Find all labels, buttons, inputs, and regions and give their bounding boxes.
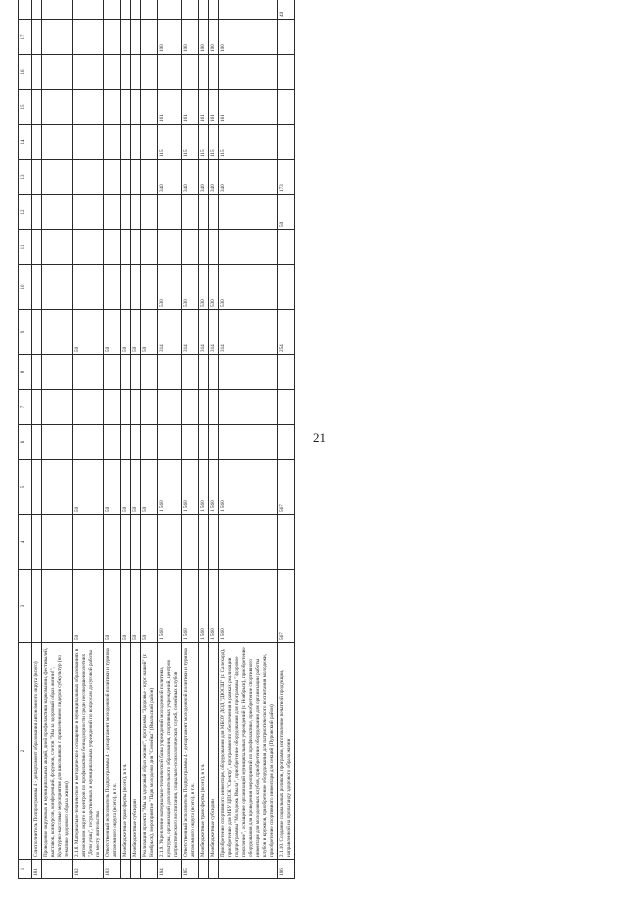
- value-cell: [219, 0, 278, 20]
- value-cell: [131, 55, 141, 90]
- value-cell: [73, 160, 104, 195]
- table-row: [199, 0, 209, 879]
- value-cell: [121, 425, 131, 460]
- value-cell: 100: [158, 20, 182, 55]
- value-cell: [209, 0, 219, 20]
- value-cell: [32, 265, 42, 310]
- value-cell: [104, 355, 121, 390]
- value-cell: [42, 230, 73, 265]
- value-cell: 100: [199, 20, 209, 55]
- budget-table: [18, 0, 295, 879]
- row-description: Приобретение спортивного инвентаря, оборудования для МБОУ ДОД "ДЮСШ" (г. Салехард), приобретение для МБУ ЦПСК "Спектр", программного обеспечения в рамках реализации подпрограммы "Молодежь Ямала", приобретение оборудования для программы "Здоровое поколение", оснащение организаций муниципальных учреждений (г. Ноябрьск), приобретение оборудования для проведения мероприятий по профилактике, приобретение спортивного инвентаря для молодежных клубов, приобретение оборудования для организации работы клубов и кружков, приобретение оборудования для патриотического воспитания молодежи, приобретение спортивного инвентаря для секций (Пуровский район): [219, 643, 278, 860]
- value-cell: 1 560: [209, 460, 219, 515]
- value-cell: 161: [209, 90, 219, 125]
- value-cell: 50: [141, 460, 158, 515]
- value-cell: [42, 310, 73, 355]
- header-cell: 16: [19, 55, 32, 90]
- value-cell: [104, 265, 121, 310]
- table-row: [219, 0, 278, 879]
- value-cell: 340: [182, 160, 199, 195]
- value-cell: [278, 425, 295, 460]
- value-cell: [278, 90, 295, 125]
- value-cell: [141, 20, 158, 55]
- value-cell: [32, 90, 42, 125]
- value-cell: [209, 355, 219, 390]
- table-row: [131, 0, 141, 879]
- row-description: 2.1.8. Материально-техническое и методическое оснащение в муниципальных образованиях в автономном округе и центров по профилактике безнадзорности среди несовершеннолетних "Дети улиц", государственных и муниципальных учреждений по вопросам досуговой работы по месту жительства: [73, 643, 104, 860]
- value-cell: 314: [158, 310, 182, 355]
- value-cell: [199, 425, 209, 460]
- header-cell: 14: [19, 125, 32, 160]
- table-row: [182, 0, 199, 879]
- value-cell: 1 560: [219, 570, 278, 643]
- value-cell: 100: [182, 20, 199, 55]
- row-number: 182: [73, 860, 104, 879]
- value-cell: [141, 90, 158, 125]
- value-cell: [131, 0, 141, 20]
- value-cell: [141, 0, 158, 20]
- value-cell: [278, 515, 295, 570]
- value-cell: [219, 515, 278, 570]
- value-cell: 530: [219, 265, 278, 310]
- row-description: 2.1.9. Укрепление материально-технической базы учреждений молодежной политики, культуры, организаций дополнительного образования, спортивных учреждений, центров патриотического воспитания, социально-психологических служб, семейных клубов: [158, 643, 182, 860]
- value-cell: [121, 125, 131, 160]
- value-cell: [209, 195, 219, 230]
- value-cell: 50: [121, 310, 131, 355]
- value-cell: 340: [209, 160, 219, 195]
- value-cell: [121, 90, 131, 125]
- value-cell: [104, 20, 121, 55]
- value-cell: 1 560: [158, 460, 182, 515]
- value-cell: [131, 425, 141, 460]
- row-description: Соисполнитель Полпрограммы 4 - департамент образования автономного округа (всего): [32, 643, 42, 860]
- table-row: [209, 0, 219, 879]
- row-number: 186: [278, 860, 295, 879]
- value-cell: [104, 0, 121, 20]
- value-cell: [182, 230, 199, 265]
- row-number: [42, 860, 73, 879]
- value-cell: 50: [141, 570, 158, 643]
- value-cell: [182, 355, 199, 390]
- value-cell: [73, 0, 104, 20]
- header-cell: 17: [19, 20, 32, 55]
- value-cell: [32, 515, 42, 570]
- value-cell: [73, 515, 104, 570]
- value-cell: [42, 160, 73, 195]
- value-cell: [104, 390, 121, 425]
- value-cell: [121, 230, 131, 265]
- value-cell: [158, 195, 182, 230]
- value-cell: [121, 195, 131, 230]
- value-cell: [32, 125, 42, 160]
- value-cell: [32, 195, 42, 230]
- value-cell: [219, 230, 278, 265]
- value-cell: [32, 390, 42, 425]
- value-cell: 40: [278, 0, 295, 20]
- table-row: [42, 0, 73, 879]
- header-cell: 5: [19, 460, 32, 515]
- value-cell: 50: [131, 460, 141, 515]
- value-cell: 530: [199, 265, 209, 310]
- row-number: 185: [182, 860, 199, 879]
- value-cell: [219, 355, 278, 390]
- value-cell: [32, 55, 42, 90]
- header-row: [19, 0, 32, 879]
- value-cell: 314: [209, 310, 219, 355]
- value-cell: [199, 355, 209, 390]
- value-cell: [42, 425, 73, 460]
- value-cell: [73, 55, 104, 90]
- value-cell: 161: [199, 90, 209, 125]
- value-cell: [131, 90, 141, 125]
- value-cell: [121, 515, 131, 570]
- value-cell: [141, 515, 158, 570]
- value-cell: 1 560: [182, 460, 199, 515]
- value-cell: [278, 390, 295, 425]
- row-description: Межбюджетные трансферты (всего), в т.ч.: [121, 643, 131, 860]
- table-row: [141, 0, 158, 879]
- value-cell: [182, 55, 199, 90]
- value-cell: [104, 160, 121, 195]
- value-cell: 50: [73, 460, 104, 515]
- value-cell: [131, 265, 141, 310]
- value-cell: [121, 55, 131, 90]
- value-cell: 50: [141, 310, 158, 355]
- value-cell: [42, 125, 73, 160]
- value-cell: [73, 125, 104, 160]
- value-cell: [131, 515, 141, 570]
- value-cell: [131, 125, 141, 160]
- value-cell: 50: [131, 310, 141, 355]
- value-cell: [141, 355, 158, 390]
- value-cell: [42, 355, 73, 390]
- header-cell: 1: [19, 860, 32, 879]
- value-cell: 50: [121, 460, 131, 515]
- value-cell: 50: [73, 570, 104, 643]
- value-cell: [209, 55, 219, 90]
- value-cell: [42, 265, 73, 310]
- value-cell: [73, 230, 104, 265]
- value-cell: [131, 160, 141, 195]
- value-cell: [131, 355, 141, 390]
- value-cell: 1 560: [182, 570, 199, 643]
- value-cell: [104, 425, 121, 460]
- value-cell: [158, 230, 182, 265]
- value-cell: [199, 230, 209, 265]
- header-cell: 9: [19, 310, 32, 355]
- row-description: Межбюджетные субсидии: [131, 643, 141, 860]
- value-cell: [199, 195, 209, 230]
- value-cell: [121, 0, 131, 20]
- value-cell: [158, 0, 182, 20]
- value-cell: [32, 425, 42, 460]
- header-cell: [19, 0, 32, 20]
- value-cell: 1 560: [209, 570, 219, 643]
- value-cell: [73, 265, 104, 310]
- value-cell: 314: [199, 310, 209, 355]
- value-cell: [219, 390, 278, 425]
- value-cell: 100: [219, 20, 278, 55]
- header-cell: 4: [19, 515, 32, 570]
- value-cell: [104, 515, 121, 570]
- value-cell: 50: [278, 195, 295, 230]
- value-cell: [141, 265, 158, 310]
- row-description: 2.1.10. Создание социальных роликов, программ, изготовление печатной продукции, направленной на пропаганду здорового образа жизни: [278, 643, 295, 860]
- value-cell: [42, 390, 73, 425]
- value-cell: 530: [182, 265, 199, 310]
- value-cell: [121, 265, 131, 310]
- value-cell: 340: [219, 160, 278, 195]
- value-cell: 161: [219, 90, 278, 125]
- value-cell: [32, 570, 42, 643]
- value-cell: [278, 355, 295, 390]
- value-cell: [158, 55, 182, 90]
- row-description: Ответственный исполнитель Подпрограммы 4 - департамент молодежной политики и туризма автономного округа (всего), в т.ч.: [104, 643, 121, 860]
- row-description: Межбюджетные субсидии: [209, 643, 219, 860]
- header-cell: 2: [19, 643, 32, 860]
- value-cell: 50: [121, 570, 131, 643]
- value-cell: [278, 55, 295, 90]
- value-cell: 530: [158, 265, 182, 310]
- value-cell: [32, 355, 42, 390]
- value-cell: [182, 0, 199, 20]
- value-cell: [219, 195, 278, 230]
- value-cell: [141, 125, 158, 160]
- value-cell: [209, 515, 219, 570]
- header-cell: 15: [19, 90, 32, 125]
- value-cell: [278, 125, 295, 160]
- value-cell: [42, 515, 73, 570]
- value-cell: 1 560: [199, 570, 209, 643]
- value-cell: [278, 20, 295, 55]
- value-cell: [104, 125, 121, 160]
- value-cell: [121, 355, 131, 390]
- value-cell: 1 560: [158, 570, 182, 643]
- value-cell: [219, 425, 278, 460]
- header-cell: 12: [19, 195, 32, 230]
- value-cell: [131, 230, 141, 265]
- row-number: [131, 860, 141, 879]
- value-cell: [32, 20, 42, 55]
- value-cell: [104, 195, 121, 230]
- header-cell: 13: [19, 160, 32, 195]
- row-description: Реализация проекта "Мы за здоровый образ жизни!", программа "Здоровье - курс нашей" (г. Ноябрьск), мероприятие "Парк молодежи дня "Семейка" (Ямальский район): [141, 643, 158, 860]
- row-number: 184: [158, 860, 182, 879]
- value-cell: 1 560: [199, 460, 209, 515]
- value-cell: 50: [73, 310, 104, 355]
- value-cell: [32, 0, 42, 20]
- table-row: [278, 0, 295, 879]
- table-row: [73, 0, 104, 879]
- value-cell: [121, 390, 131, 425]
- value-cell: [73, 355, 104, 390]
- value-cell: 115: [182, 125, 199, 160]
- value-cell: [73, 390, 104, 425]
- value-cell: [141, 195, 158, 230]
- value-cell: [158, 515, 182, 570]
- value-cell: 314: [219, 310, 278, 355]
- value-cell: [42, 20, 73, 55]
- value-cell: 100: [209, 20, 219, 55]
- value-cell: 340: [158, 160, 182, 195]
- value-cell: [182, 390, 199, 425]
- rotated-table-container: [18, 11, 630, 879]
- value-cell: [73, 90, 104, 125]
- value-cell: 1 560: [219, 460, 278, 515]
- value-cell: [42, 460, 73, 515]
- value-cell: [278, 230, 295, 265]
- value-cell: [73, 20, 104, 55]
- value-cell: [131, 195, 141, 230]
- value-cell: [199, 55, 209, 90]
- value-cell: [158, 355, 182, 390]
- value-cell: [182, 515, 199, 570]
- value-cell: [104, 90, 121, 125]
- value-cell: [278, 265, 295, 310]
- value-cell: 254: [278, 310, 295, 355]
- value-cell: 115: [199, 125, 209, 160]
- row-number: [199, 860, 209, 879]
- value-cell: [158, 390, 182, 425]
- table-row: [104, 0, 121, 879]
- value-cell: [104, 230, 121, 265]
- row-number: [141, 860, 158, 879]
- value-cell: [209, 390, 219, 425]
- value-cell: [42, 55, 73, 90]
- header-cell: 11: [19, 230, 32, 265]
- row-description: Проведение окружных и муниципальных акций, дней профилактики наркомании, фестивалей, выставок, конкурсов, конференций, форумов, слетов "Мы за здоровый образ жизни!", Культурно-массовые мероприятия для школьников с привлечением лидеров субкультур (по тематике здорового образа жизни): [42, 643, 73, 860]
- value-cell: [219, 55, 278, 90]
- value-cell: 161: [182, 90, 199, 125]
- value-cell: [73, 195, 104, 230]
- header-cell: 7: [19, 390, 32, 425]
- value-cell: [209, 230, 219, 265]
- value-cell: [42, 195, 73, 230]
- row-description: Межбюджетные трансферты (всего), в т.ч.: [199, 643, 209, 860]
- value-cell: [209, 425, 219, 460]
- value-cell: 314: [182, 310, 199, 355]
- value-cell: [32, 230, 42, 265]
- value-cell: [32, 460, 42, 515]
- value-cell: 50: [104, 570, 121, 643]
- value-cell: 115: [158, 125, 182, 160]
- value-cell: [182, 425, 199, 460]
- value-cell: [104, 55, 121, 90]
- value-cell: 567: [278, 570, 295, 643]
- value-cell: [141, 55, 158, 90]
- row-number: [219, 860, 278, 879]
- value-cell: 50: [104, 310, 121, 355]
- value-cell: [131, 20, 141, 55]
- value-cell: [141, 390, 158, 425]
- row-number: 183: [104, 860, 121, 879]
- value-cell: [32, 310, 42, 355]
- header-cell: 3: [19, 570, 32, 643]
- value-cell: [141, 425, 158, 460]
- table-row: [121, 0, 131, 879]
- row-number: [209, 860, 219, 879]
- header-cell: 6: [19, 425, 32, 460]
- value-cell: [42, 0, 73, 20]
- value-cell: 173: [278, 160, 295, 195]
- value-cell: [199, 390, 209, 425]
- row-number: 181: [32, 860, 42, 879]
- value-cell: [141, 160, 158, 195]
- value-cell: [73, 425, 104, 460]
- table-row: [158, 0, 182, 879]
- value-cell: [42, 90, 73, 125]
- value-cell: [32, 160, 42, 195]
- value-cell: [131, 390, 141, 425]
- value-cell: 50: [131, 570, 141, 643]
- value-cell: 115: [219, 125, 278, 160]
- value-cell: [42, 570, 73, 643]
- value-cell: 50: [104, 460, 121, 515]
- value-cell: [158, 425, 182, 460]
- document-table-area: [18, 11, 630, 879]
- value-cell: [121, 20, 131, 55]
- value-cell: 161: [158, 90, 182, 125]
- value-cell: [141, 230, 158, 265]
- row-number: [121, 860, 131, 879]
- value-cell: [199, 0, 209, 20]
- header-cell: 8: [19, 355, 32, 390]
- value-cell: 340: [199, 160, 209, 195]
- value-cell: [121, 160, 131, 195]
- table-row: [32, 0, 42, 879]
- value-cell: 115: [209, 125, 219, 160]
- row-description: Ответственный исполнитель Подпрограммы 4 - департамент молодежной политики и туризма автономного округа (всего), в т.ч.: [182, 643, 199, 860]
- value-cell: [182, 195, 199, 230]
- value-cell: 567: [278, 460, 295, 515]
- value-cell: [199, 515, 209, 570]
- value-cell: 530: [209, 265, 219, 310]
- header-cell: 10: [19, 265, 32, 310]
- page-number: 21: [313, 430, 326, 445]
